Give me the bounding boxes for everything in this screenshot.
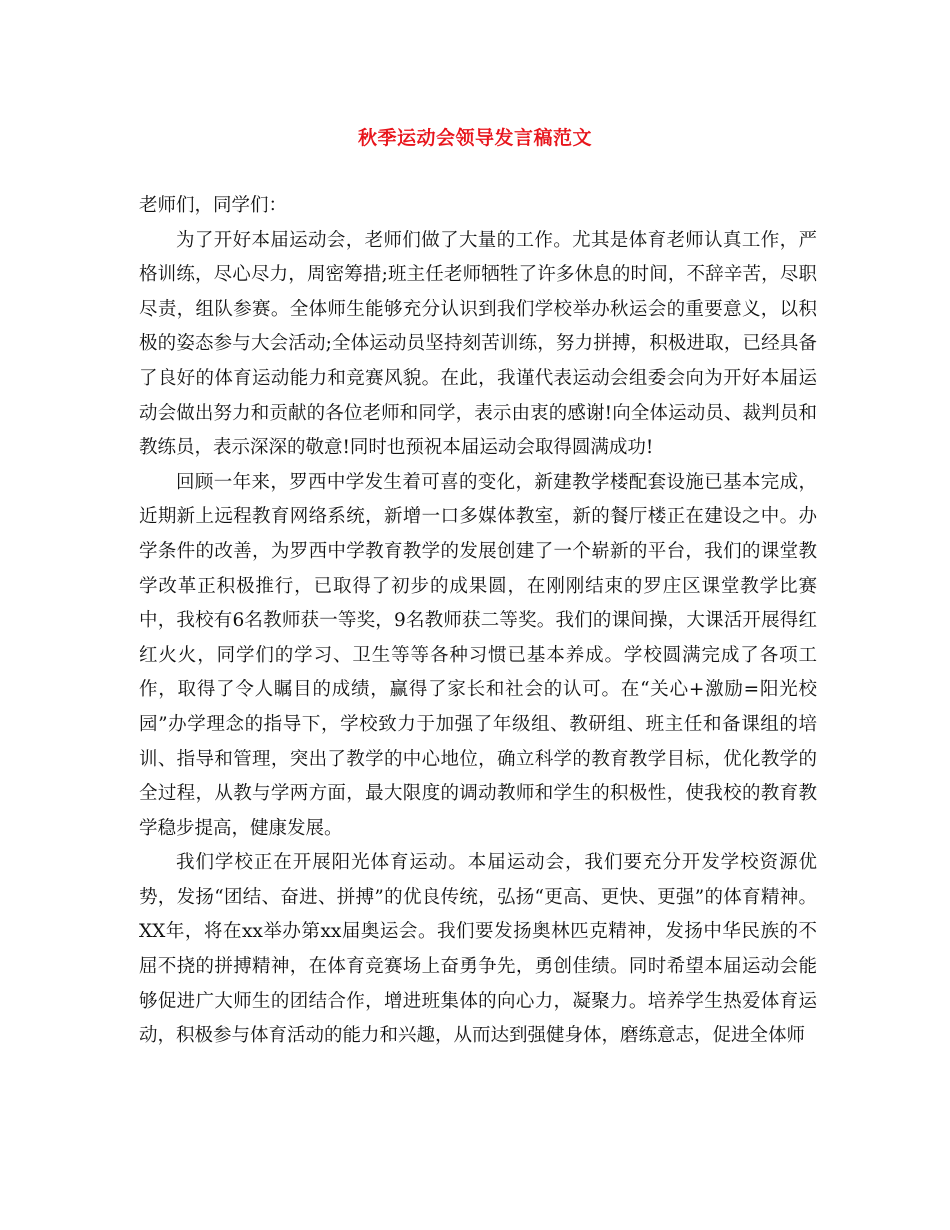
document-title: 秋季运动会领导发言稿范文 bbox=[357, 127, 592, 149]
greeting-line: 老师们，同学们： bbox=[139, 195, 288, 216]
document-body bbox=[139, 189, 817, 1054]
paragraph-1: 为了开好本届运动会，老师们做了大量的工作。尤其是体育老师认真工作，严格训练，尽心尽力，周密筹措;班主任老师牺牲了许多休息的时间，不辞辛苦，尽职尽责，组队参赛。全体师生能够充分认识到我们学校举办秋运会的重要意义，以积极的姿态参与大会活动;全体运动员坚持刻苦训练，努力拼搏，积极进取，已经具备了良好的体育运动能力和竞赛风貌。在此，我谨代表运动会组委会向为开好本届运动会做出努力和贡献的各位老师和同学，表示由衷的感谢!向全体运动员、裁判员和教练员，表示深深的敬意!同时也预祝本届运动会取得圆满成功! bbox=[139, 229, 817, 459]
paragraph-3: 我们学校正在开展阳光体育运动。本届运动会，我们要充分开发学校资源优势，发扬“团结、奋进、拼搏”的优良传统，弘扬“更高、更快、更强”的体育精神。XX年，将在xx举办第xx届奥运会。我们要发扬奥林匹克精神，发扬中华民族的不屈不挠的拼搏精神，在体育竞赛场上奋勇争先，勇创佳绩。同时希望本届运动会能够促进广大师生的团结合作，增进班集体的向心力，凝聚力。培养学生热爱体育运动，积极参与体育活动的能力和兴趣，从而达到强健身体，磨练意志，促进全体师 bbox=[139, 852, 817, 1047]
paragraph-2: 回顾一年来，罗西中学发生着可喜的变化，新建教学楼配套设施已基本完成，近期新上远程教育网络系统，新增一口多媒体教室，新的餐厅楼正在建设之中。办学条件的改善，为罗西中学教育教学的发展创建了一个崭新的平台，我们的课堂教学改革正积极推行，已取得了初步的成果圆，在刚刚结束的罗庄区课堂教学比赛中，我校有6名教师获一等奖，9名教师获二等奖。我们的课间操，大课活开展得红红火火，同学们的学习、卫生等等各种习惯已基本养成。学校圆满完成了各项工作，取得了令人瞩目的成绩，赢得了家长和社会的认可。在“关心+激励=阳光校园”办学理念的指导下，学校致力于加强了年级组、教研组、班主任和备课组的培训、指导和管理，突出了教学的中心地位，确立科学的教育教学目标，优化教学的全过程，从教与学两方面，最大限度的调动教师和学生的积极性，使我校的教育教学稳步提高，健康发展。 bbox=[139, 471, 817, 839]
